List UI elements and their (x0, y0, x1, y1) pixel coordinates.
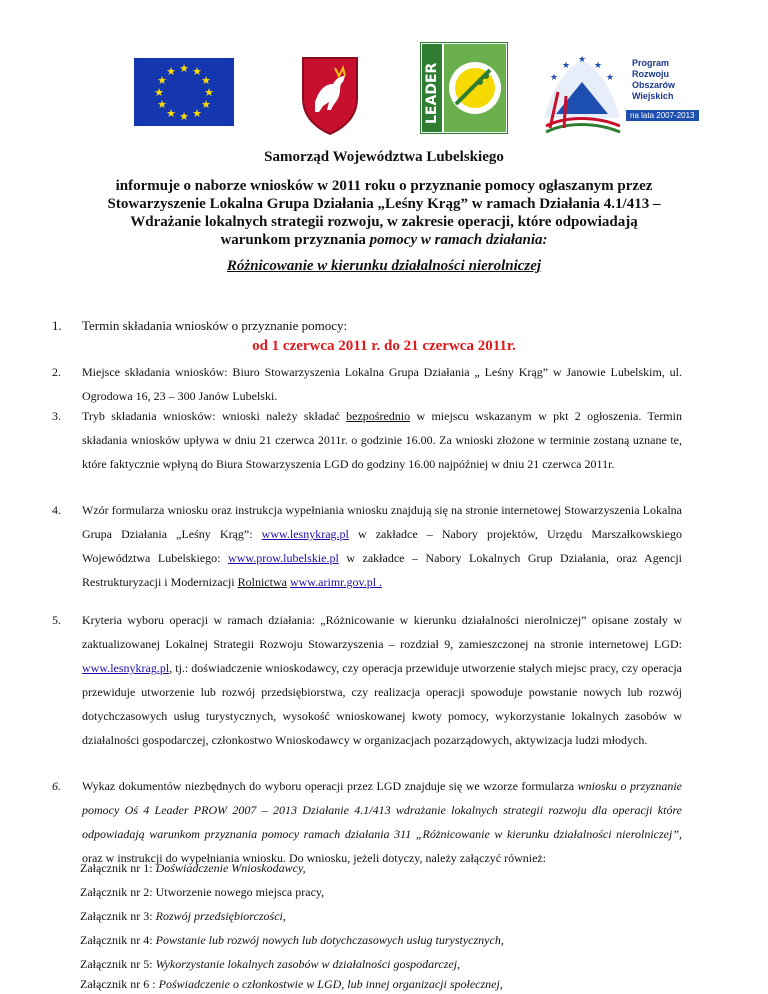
item-number: 1. (52, 318, 62, 333)
item-number: 5. (52, 613, 61, 627)
attachment-title: Doświadczenie Wnioskodawcy, (155, 861, 306, 875)
arimr-link[interactable]: www.arimr.gov.pl . (289, 575, 383, 589)
list-item-6 (52, 774, 682, 870)
item-number: 3. (52, 409, 61, 423)
svg-text:★: ★ (204, 86, 214, 99)
announcement-italic: pomocy w ramach działania: (369, 232, 548, 248)
attachment-tail: , (321, 885, 325, 899)
item-text: w zakładce – Nabory Lokalnych Grup Działania, oraz Agencji Restrukturyzacji i Modernizacji (82, 551, 683, 589)
item-text: w miejscu wskazanym w pkt 2 ogłoszenia. Termin składania wniosków upływa w dniu 21 czerwca 2011r. o godzinie 16.00. Za wnioski złożone w terminie zostaną uznane te, które faktycznie wpłyną do Biura Stowarzyszenia LGD do godziny 16.00 najpóźniej w dniu 21 czerwca 2011r. (82, 409, 682, 471)
svg-text:★: ★ (157, 98, 167, 111)
svg-text:★: ★ (201, 98, 211, 111)
svg-text:★: ★ (549, 73, 559, 83)
svg-text:★: ★ (561, 61, 571, 71)
eu-flag-icon (134, 58, 234, 126)
attachment-tail: , (500, 933, 504, 947)
prow-line: Rozwoju (632, 69, 669, 79)
svg-text:LEADER: LEADER (424, 62, 440, 124)
prow-logo (536, 48, 696, 134)
attachment-label: Załącznik nr 5: (80, 957, 156, 971)
item-text: Wykaz dokumentów niezbędnych do wyboru operacji przez LGD znajduje się we wzorze formularza (82, 779, 578, 793)
prow-text (632, 58, 675, 102)
svg-text:★: ★ (201, 74, 211, 87)
item-text: w zakładce – Nabory projektów, Urzędu Marszałkowskiego Województwa Lubelskiego: (82, 527, 682, 565)
item-text: Rolnictwa (237, 575, 287, 589)
attachment-label: Załącznik nr 4: (80, 933, 156, 947)
prow-emblem-icon (536, 48, 628, 134)
prow-line: Obszarów (632, 80, 676, 90)
page-title: Samorząd Województwa Lubelskiego (264, 149, 504, 165)
lesnykrag-link[interactable]: www.lesnykrag.pl (82, 661, 170, 675)
attachment-item (80, 975, 503, 993)
item-text: oraz w instrukcji do wypełniania wniosku. Do wniosku, jeżeli dotyczy, należy załączyć również: (82, 851, 547, 865)
svg-text:★: ★ (593, 61, 603, 71)
attachment-label: Załącznik nr 6 : (80, 977, 159, 991)
item-underline: bezpośrednio (346, 409, 411, 423)
logo-strip (0, 40, 768, 140)
attachment-title: Powstanie lub rozwój nowych lub dotychczasowych usług turystycznych (155, 933, 501, 947)
item-text: , tj.: doświadczenie wnioskodawcy, czy operacja przewiduje utworzenie stałych miejsc pracy, czy operacja przewiduje utworzenie lub rozwój przedsiębiorstwa, czy realizacja operacji spowoduje powstanie nowych lub rozwój dotychczasowych usług turystycznych, wysokość wnioskowanej kwoty pomocy, wykorzystanie lokalnych zasobów w działalności gospodarczej, członkostwo Wnioskodawcy w organizacjach pozarządowych, aktywizacja ludzi młodych. (82, 661, 682, 747)
prow-lubelskie-link[interactable]: www.prow.lubelskie.pl (228, 551, 339, 565)
attachment-tail: , (457, 957, 461, 971)
list-item-5 (52, 608, 682, 752)
svg-text:★: ★ (192, 65, 202, 78)
svg-text:★: ★ (577, 55, 587, 65)
svg-text:★: ★ (166, 107, 176, 120)
announcement-heading (100, 177, 668, 249)
item-italic: wniosku o przyznanie pomocy Oś 4 Leader PROW 2007 – 2013 Działanie 4.1/413 wdrażanie lokalnych strategii rozwoju dla operacji które odpowiadają warunkom przyznania pomocy ramach działania 311 „Różnicowanie w kierunku działalności nierolniczej”, (82, 779, 682, 841)
svg-text:★: ★ (157, 74, 167, 87)
item-number: 6. (52, 779, 61, 793)
attachment-item (80, 955, 460, 973)
attachment-title: Wykorzystanie lokalnych zasobów w działalności gospodarczej (155, 957, 458, 971)
svg-text:★: ★ (192, 107, 202, 120)
attachment-item (80, 883, 324, 901)
svg-text:★: ★ (605, 73, 615, 83)
attachment-item (80, 931, 504, 949)
deadline-text: od 1 czerwca 2011 r. do 21 czerwca 2011r. (252, 338, 516, 354)
item-text: Termin składania wniosków o przyznanie pomocy: (82, 318, 348, 333)
attachment-item (80, 907, 286, 925)
attachment-tail: , (282, 909, 286, 923)
attachment-label: Załącznik nr 3: (80, 909, 156, 923)
svg-text:★: ★ (179, 62, 189, 75)
leader-logo-icon (420, 42, 508, 134)
item-text: Wzór formularza wniosku oraz instrukcja wypełniania wniosku znajdują się na stronie internetowej Stowarzyszenia Lokalna Grupa Działania „Leśny Krąg”: (82, 503, 682, 541)
list-item-1 (52, 314, 682, 338)
item-text: Miejsce składania wniosków: Biuro Stowarzyszenia Lokalna Grupa Działania „ Leśny Krąg” w Janowie Lubelskim, ul. Ogrodowa 16, 23 – 300 Janów Lubelski. (82, 365, 682, 403)
attachment-label: Załącznik nr 2: (80, 885, 156, 899)
attachment-title: Utworzenie nowego miejsca pracy (155, 885, 322, 899)
prow-line: Program (632, 58, 670, 68)
svg-text:★: ★ (154, 86, 164, 99)
announcement-text: informuje o naborze wniosków w 2011 roku o przyznanie pomocy ogłaszanym przez Stowarzyszenie Lokalna Grupa Działania „Leśny Krąg” w ramach Działania 4.1/413 – Wdrażanie lokalnych strategii rozwoju, w zakresie operacji, które odpowiadają warunkom przyznania (107, 178, 661, 248)
attachment-item (80, 859, 306, 877)
svg-text:★: ★ (166, 65, 176, 78)
lesnykrag-link[interactable]: www.lesnykrag.pl (261, 527, 349, 541)
action-title: Różnicowanie w kierunku działalności nierolniczej (226, 258, 542, 274)
item-text: Tryb składania wniosków: wnioski należy składać (82, 409, 347, 423)
attachment-tail: , (499, 977, 503, 991)
prow-years: na lata 2007-2013 (626, 110, 699, 121)
item-number: 4. (52, 503, 61, 517)
item-text: Kryteria wyboru operacji w ramach działania: „Różnicowanie w kierunku działalności nierolniczej” opisane zostały w zaktualizowanej Lokalnej Strategii Rozwoju Stowarzyszenia – rozdział 9, zamieszczonej na stronie internetowej LGD: (82, 613, 682, 651)
list-item-2 (52, 360, 682, 408)
item-number: 2. (52, 365, 61, 379)
attachment-title: Rozwój przedsiębiorczości (155, 909, 283, 923)
prow-line: Wiejskich (632, 91, 674, 101)
svg-text:★: ★ (179, 110, 189, 123)
attachment-title: Poświadczenie o członkostwie w LGD, lub innej organizacji społecznej (158, 977, 500, 991)
list-item-3 (52, 404, 682, 476)
list-item-4 (52, 498, 683, 594)
attachment-label: Załącznik nr 1: (80, 861, 156, 875)
crest-icon (297, 54, 363, 136)
